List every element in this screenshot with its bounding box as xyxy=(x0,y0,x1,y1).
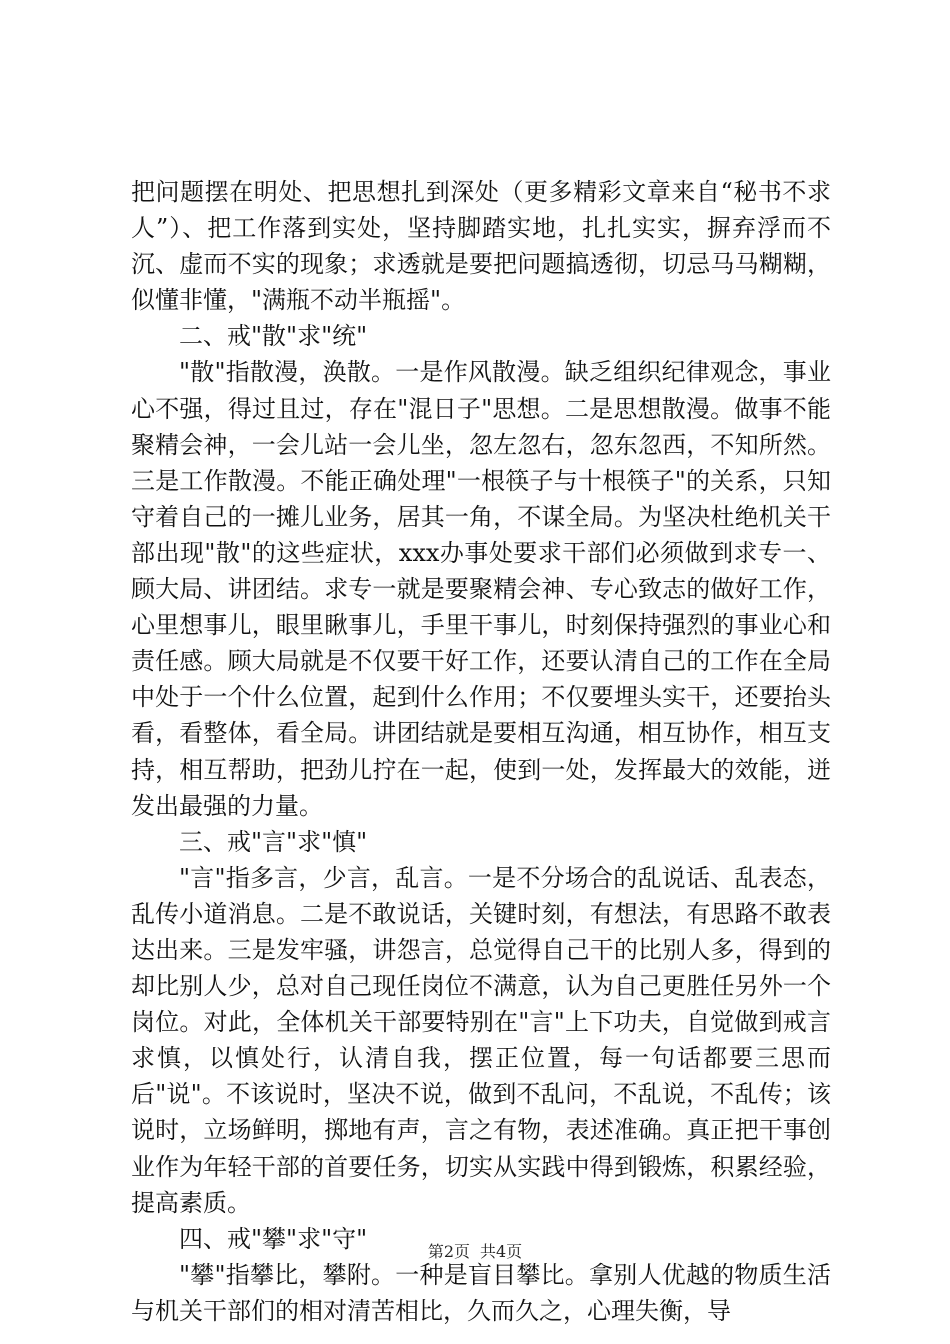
document-body xyxy=(131,174,831,1329)
page-number: 第2页 xyxy=(427,1242,470,1261)
page-total: 共4页 xyxy=(480,1242,523,1261)
page-footer xyxy=(0,1240,950,1264)
section-heading-4: 四、戒"攀"求"守" xyxy=(179,1224,368,1253)
section-heading-3: 三、戒"言"求"慎" xyxy=(179,827,368,856)
paragraph-continuation: 把问题摆在明处、把思想扎到深处（更多精彩文章来自“秘书不求人”）、把工作落到实处，坚持脚踏实地，扎扎实实，摒弃浮而不沉、虚而不实的现象；求透就是要把问题搞透彻，切忌马马糊糊，似懂非懂，"满瓶不动半瓶摇"。 xyxy=(131,178,831,315)
paragraph-section-4: "攀"指攀比，攀附。一种是盲目攀比。拿别人优越的物质生活与机关干部们的相对清苦相比，久而久之，心理失衡，导 xyxy=(131,1260,831,1325)
paragraph-section-2: "散"指散漫，涣散。一是作风散漫。缺乏组织纪律观念，事业心不强，得过且过，存在"混日子"思想。二是思想散漫。做事不能聚精会神，一会儿站一会儿坐，忽左忽右，忽东忽西，不知所然。三是工作散漫。不能正确处理"一根筷子与十根筷子"的关系，只知守着自己的一摊儿业务，居其一角，不谋全局。为坚决杜绝机关干部出现"散"的这些症状，xxx办事处要求干部们必须做到求专一、顾大局、讲团结。求专一就是要聚精会神、专心致志的做好工作，心里想事儿，眼里瞅事儿，手里干事儿，时刻保持强烈的事业心和责任感。顾大局就是不仅要干好工作，还要认清自己的工作在全局中处于一个什么位置，起到什么作用；不仅要埋头实干，还要抬头看，看整体，看全局。讲团结就是要相互沟通，相互协作，相互支持，相互帮助，把劲儿拧在一起，使到一处，发挥最大的效能，迸发出最强的力量。 xyxy=(131,358,831,820)
paragraph-section-3: "言"指多言，少言，乱言。一是不分场合的乱说话、乱表态，乱传小道消息。二是不敢说话，关键时刻，有想法，有思路不敢表达出来。三是发牢骚，讲怨言，总觉得自己干的比别人多，得到的却比别人少，总对自己现任岗位不满意，认为自己更胜任另外一个岗位。对此，全体机关干部要特别在"言"上下功夫，自觉做到戒言求慎，以慎处行，认清自我，摆正位置，每一句话都要三思而后"说"。不该说时，坚决不说，做到不乱问，不乱说，不乱传；该说时，立场鲜明，掷地有声，言之有物，表述准确。真正把干事创业作为年轻干部的首要任务，切实从实践中得到锻炼，积累经验，提高素质。 xyxy=(131,863,831,1217)
section-heading-2: 二、戒"散"求"统" xyxy=(179,322,368,351)
